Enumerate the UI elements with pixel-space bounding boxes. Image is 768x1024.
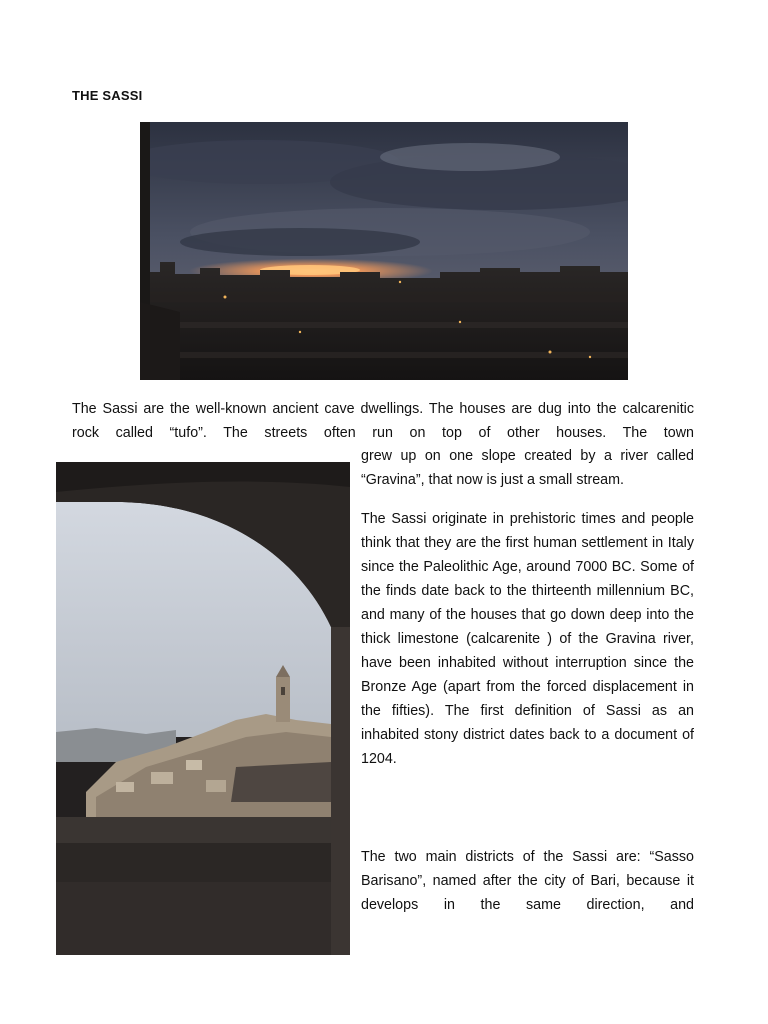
intro-paragraph: The Sassi are the well-known ancient cave dwellings. The houses are dug into the calcarenitic rock called “tufo”. The streets often run on top of other houses. The town [72,401,694,441]
intro-continued [361,444,694,492]
view-through-stone-arch-photo [56,462,350,955]
sunset-over-sassi-photo [140,122,628,380]
page-title: THE SASSI [72,88,143,103]
origins-paragraph-text: The Sassi originate in prehistoric times and people think that they are the first human settlement in Italy since the Paleolithic Age, around 7000 BC. Some of the finds date back to the thirteenth millennium BC, and many of the houses that go down deep into the thick limestone (calcarenite ) of the Gravina river, have been inhabited without interruption since the Bronze Age (apart from the forced displacement in the fifties). The first definition of Sassi as an inhabited stony district dates back to a document of 1204. [361,511,694,767]
districts-paragraph [361,845,694,917]
districts-paragraph-text: The two main districts of the Sassi are: “Sasso Barisano”, named after the city of Bari, because it develops in the same direction, and [361,849,694,913]
intro-continued-text: grew up on one slope created by a river called “Gravina”, that now is just a small stream. [361,448,694,488]
origins-paragraph [361,507,694,771]
